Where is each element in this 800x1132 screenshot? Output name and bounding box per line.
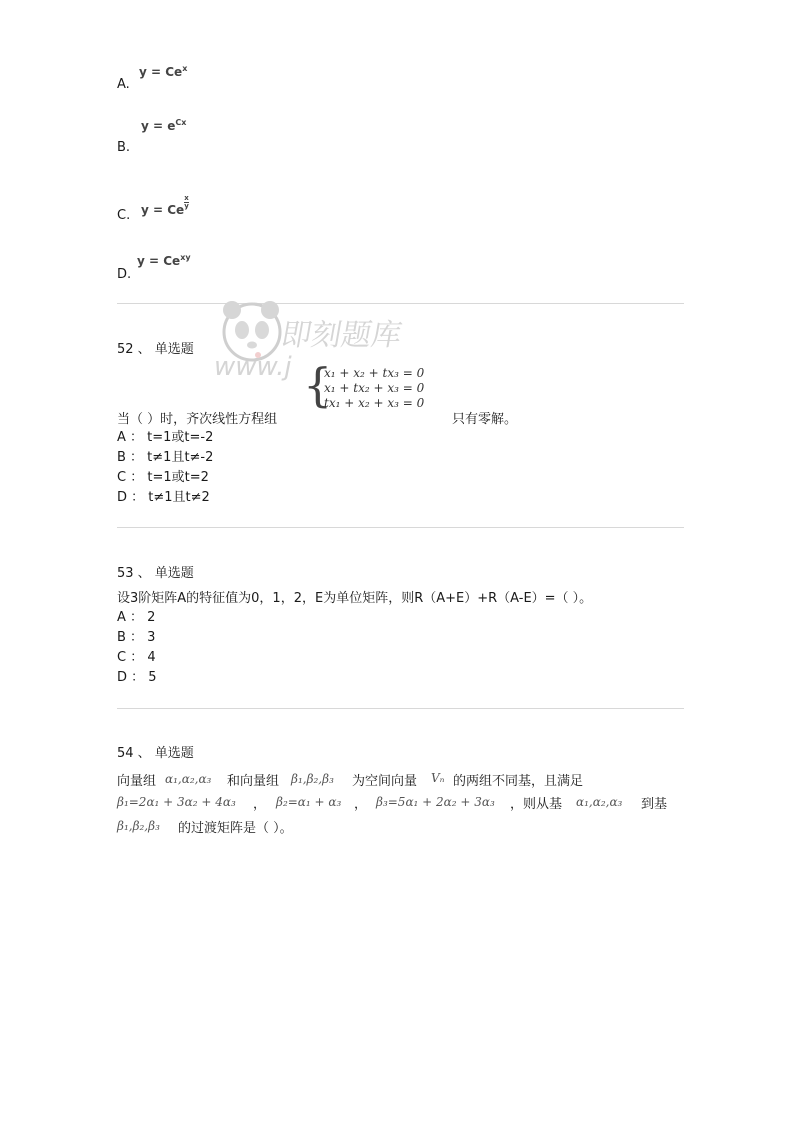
option-b-formula	[141, 118, 186, 133]
q54-header: 54 、 单选题	[117, 746, 194, 761]
option-a-label: A.	[117, 77, 130, 92]
formula-exponent: xy	[180, 253, 191, 262]
q52-header: 52 、 单选题	[117, 342, 194, 357]
q54-eq-beta1: β₁=2α₁ + 3α₂ + 4α₃	[117, 795, 236, 809]
formula-exponent: x	[182, 64, 188, 73]
equation-3: tx₁ + x₂ + x₃ = 0	[324, 396, 425, 410]
option-d-formula	[137, 253, 191, 268]
q52-option-d: D ： t≠1且t≠2	[117, 490, 210, 505]
q54-alpha-basis: α₁,α₂,α₃	[165, 772, 212, 786]
q52-stem-before: 当（ ）时，齐次线性方程组	[117, 412, 278, 427]
fraction-numerator: x	[184, 194, 189, 202]
formula-base: y = Ce	[137, 254, 181, 268]
q53-option-d: D ： 5	[117, 670, 157, 685]
q54-text-from-basis: ，则从基	[510, 797, 563, 812]
q54-alpha-basis-2: α₁,α₂,α₃	[576, 795, 623, 809]
watermark-brand: 即刻题库	[278, 318, 405, 353]
q52-option-c: C ： t=1或t=2	[117, 470, 209, 485]
q54-beta-basis: β₁,β₂,β₃	[291, 772, 334, 786]
option-d-label: D.	[117, 267, 132, 282]
q53-option-a: A ： 2	[117, 610, 156, 625]
q53-option-b: B ： 3	[117, 630, 156, 645]
q54-text-to-basis: 到基	[641, 797, 668, 812]
q54-eq-beta2: β₂=α₁ + α₃	[276, 795, 342, 809]
q54-text-vector-group: 向量组	[117, 774, 157, 789]
q54-text-and-group: 和向量组	[227, 774, 280, 789]
formula-exponent: Cx	[175, 118, 187, 127]
equation-2: x₁ + tx₂ + x₃ = 0	[324, 381, 425, 395]
fraction-denominator: y	[184, 202, 189, 210]
option-a-formula	[139, 64, 187, 79]
q54-comma: ，	[354, 797, 368, 812]
formula-base: y = Ce	[139, 65, 183, 79]
q53-option-c: C ： 4	[117, 650, 156, 665]
q54-space-vn: Vₙ	[431, 771, 445, 785]
q52-option-b: B ： t≠1且t≠-2	[117, 450, 214, 465]
q54-text-space: 为空间向量	[352, 774, 418, 789]
option-c-label: C.	[117, 208, 131, 223]
q54-text-transition-matrix: 的过渡矩阵是（ ）。	[178, 821, 293, 836]
equation-system	[324, 366, 424, 411]
q54-comma: ，	[253, 797, 267, 812]
q53-stem: 设3阶矩阵A的特征值为0，1，2，E为单位矩阵，则R（A+E）+R（A-E）=（ ）。	[117, 591, 593, 606]
system-brace: {	[303, 358, 333, 412]
q54-beta-basis-2: β₁,β₂,β₃	[117, 819, 160, 833]
formula-base: y = Ce	[141, 203, 185, 217]
option-b-label: B.	[117, 140, 131, 155]
q54-text-two-bases: 的两组不同基，且满足	[453, 774, 584, 789]
equation-1: x₁ + x₂ + tx₃ = 0	[324, 366, 425, 380]
watermark-url: www.j	[214, 352, 292, 382]
option-c-formula	[141, 195, 189, 217]
section-divider	[117, 708, 684, 709]
section-divider	[117, 527, 684, 528]
formula-base: y = e	[141, 119, 176, 133]
q54-eq-beta3: β₃=5α₁ + 2α₂ + 3α₃	[376, 795, 495, 809]
q52-stem-after: 只有零解。	[452, 412, 518, 427]
q52-option-a: A ： t=1或t=-2	[117, 430, 214, 445]
q53-header: 53 、 单选题	[117, 566, 194, 581]
exponent-fraction	[184, 195, 189, 210]
